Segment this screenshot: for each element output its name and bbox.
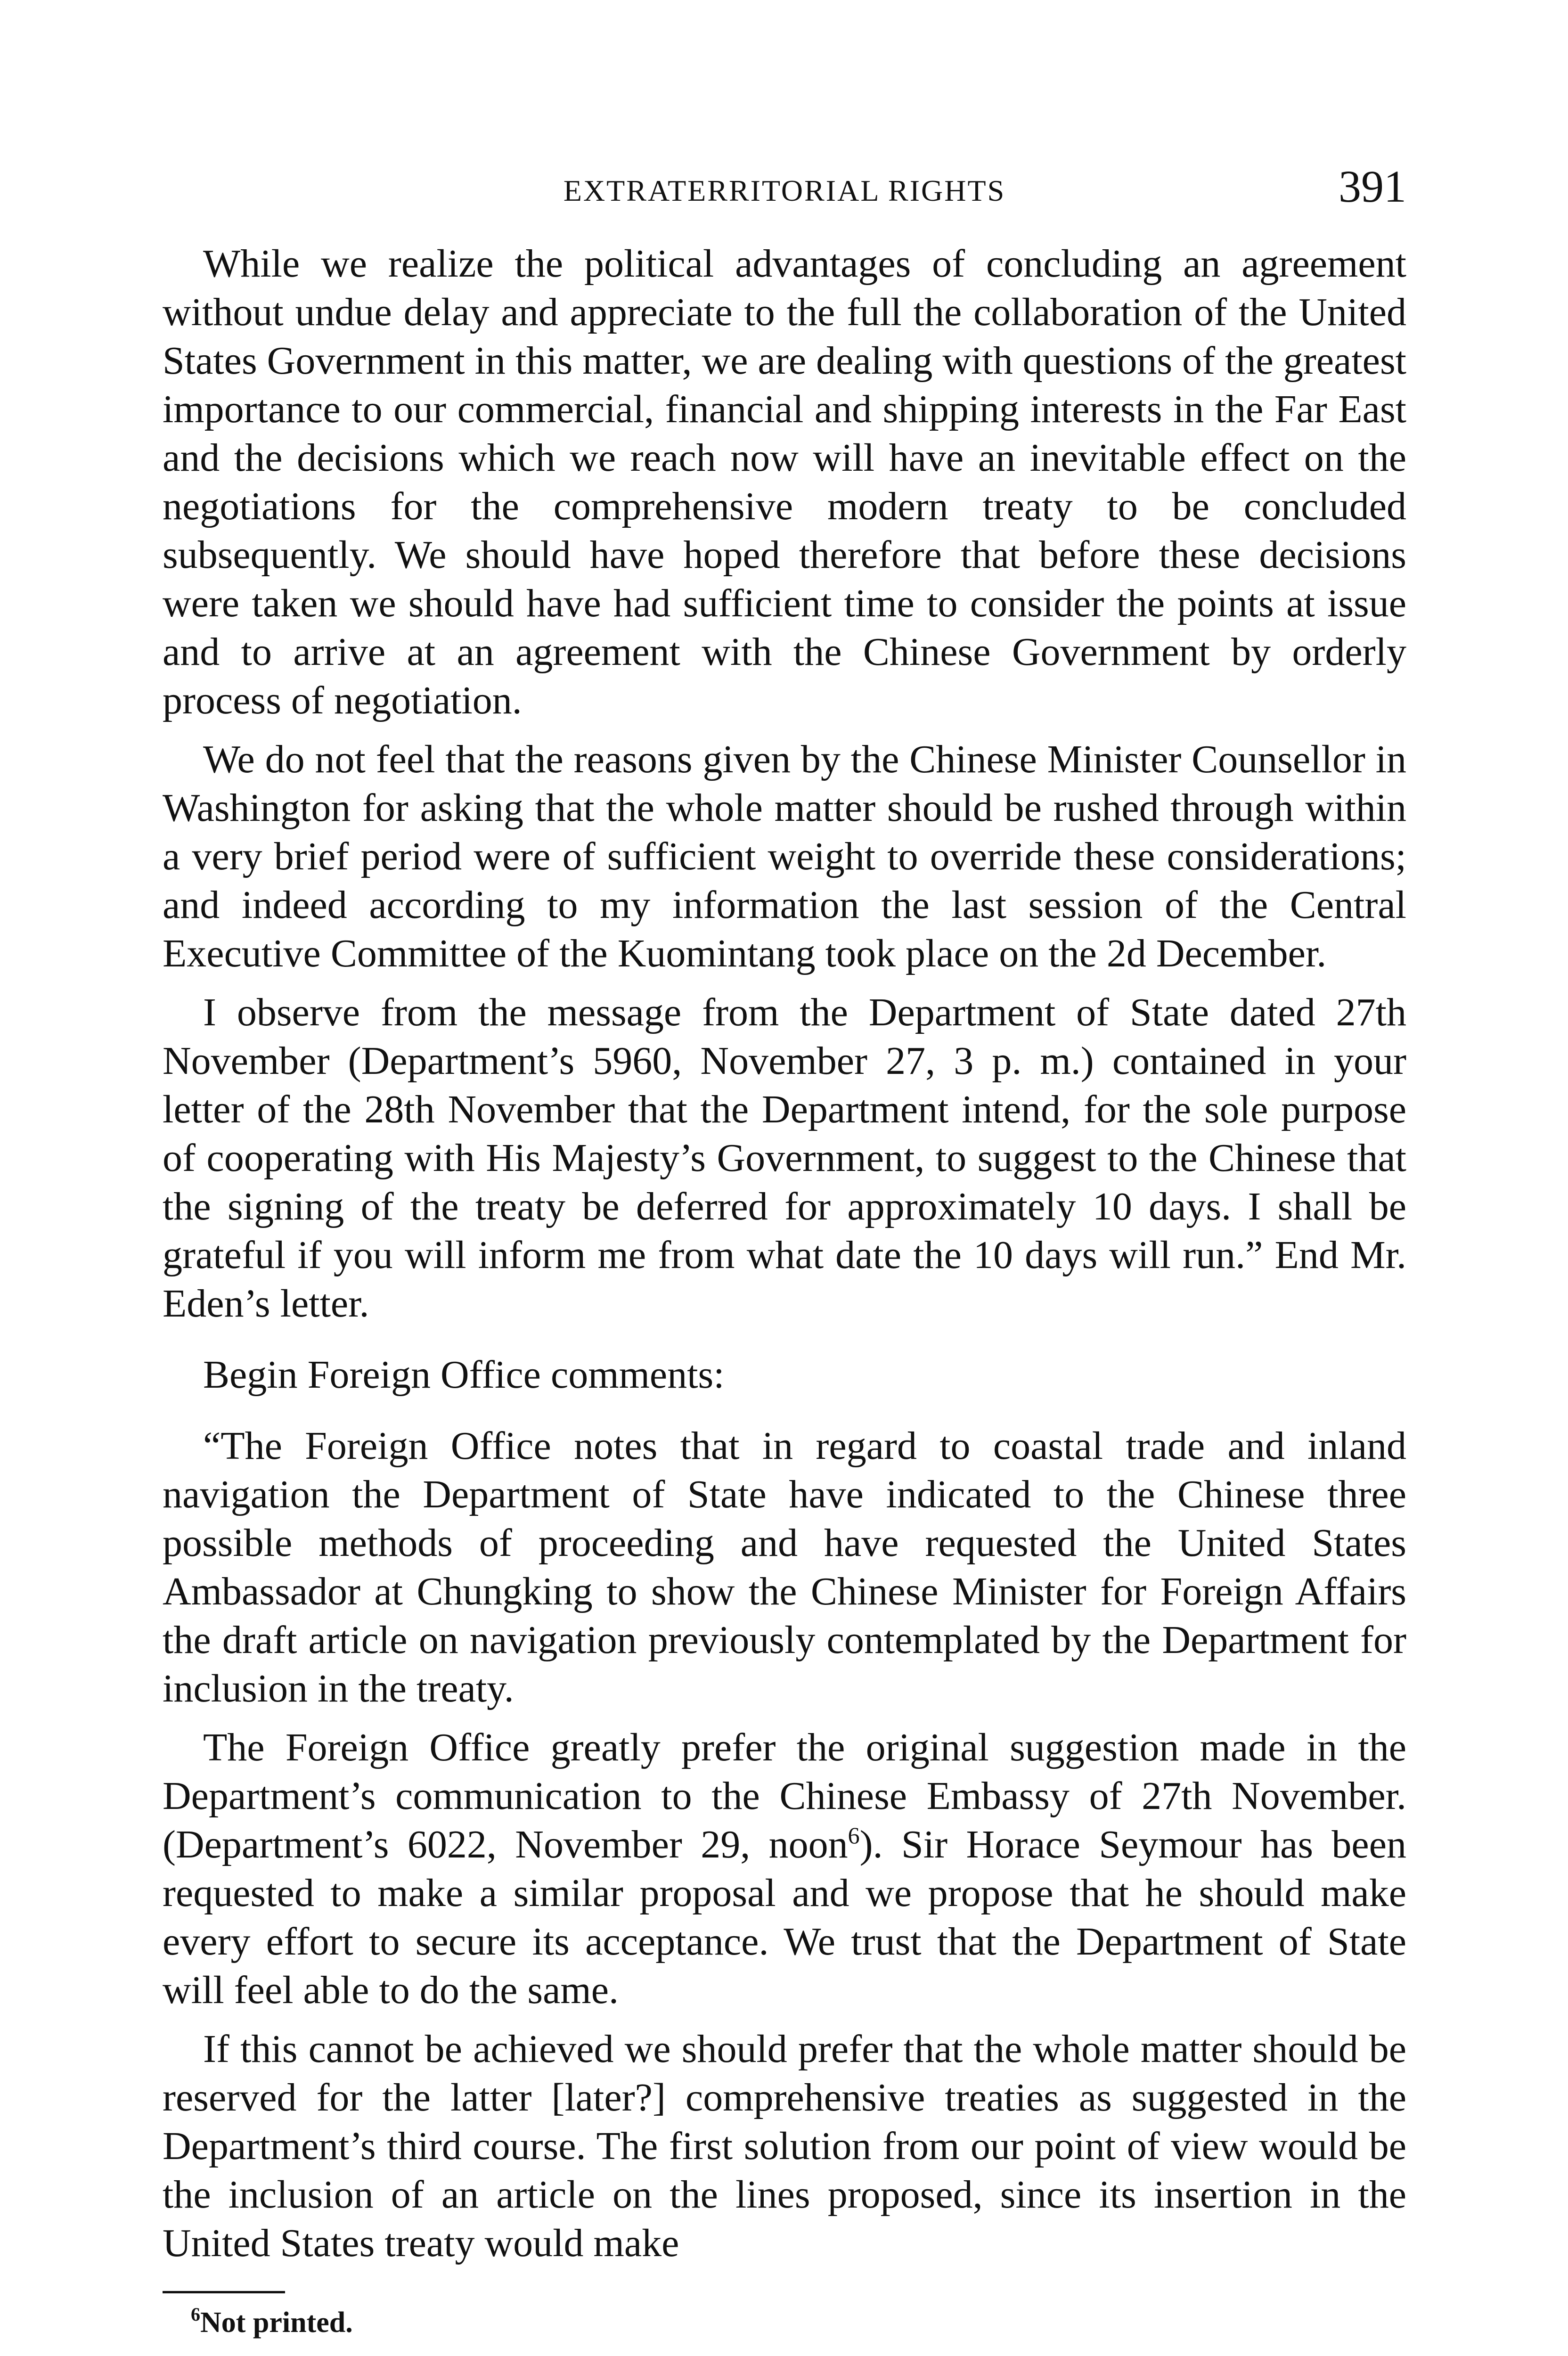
running-title: EXTRATERRITORIAL RIGHTS (563, 174, 1006, 207)
paragraph-5: “The Foreign Office notes that in regard to coastal trade and inland navigation the Department of State have indicated to the Chinese three possible methods of proceeding and have requested the United States Ambassador at Chungking to show the Chinese Minister for Foreign Affairs the draft article on navigation previously contemplated by the Department for inclusion in the treaty. (163, 1424, 1406, 1710)
page-number: 391 (1339, 161, 1406, 212)
footnote-divider (163, 2291, 285, 2293)
paragraph-6 (163, 1723, 1406, 2014)
paragraph-7: If this cannot be achieved we should prefer that the whole matter should be reserved for the latter [later?] comprehensive treaties as suggested in the Department’s third course. The first solution from our point of view would be the inclusion of an article on the lines proposed, since its insertion in the United States treaty would make (163, 2027, 1406, 2265)
paragraph-2: We do not feel that the reasons given by the Chinese Minister Counsellor in Washington for asking that the whole matter should be rushed through within a very brief period were of sufficient weight to override these considerations; and indeed according to my information the last session of the Central Executive Committee of the Kuomintang took place on the 2d December. (163, 737, 1406, 975)
footnote-reference: 6 (848, 1822, 860, 1849)
paragraph-3: I observe from the message from the Department of State dated 27th November (Department’s 5960, November 27, 3 p. m.) contained in your letter of the 28th November that the Department intend, for the sole purpose of cooperating with His Majesty’s Government, to suggest to the Chinese that the signing of the treaty be deferred for approximately 10 days. I shall be grateful if you will inform me from what date the 10 days will run.” End Mr. Eden’s letter. (163, 990, 1406, 1325)
document-page (163, 160, 1406, 2340)
footnote-text: Not printed. (200, 2307, 353, 2339)
footnote (163, 2306, 1406, 2340)
running-head (163, 160, 1406, 217)
paragraph-1: While we realize the political advantages of concluding an agreement without undue delay and appreciate to the full the collaboration of the United States Government in this matter, we are dealing with questions of the greatest importance to our commercial, financial and shipping interests in the Far East and the decisions which we reach now will have an inevitable effect on the negotiations for the comprehensive modern treaty to be concluded subsequently. We should have hoped therefore that before these decisions were taken we should have had sufficient time to consider the points at issue and to arrive at an agreement with the Chinese Government by orderly process of negotiation. (163, 242, 1406, 722)
paragraph-6-text-after: ). Sir Horace Seymour has been requested to make a similar proposal and we propose that he should make every effort to secure its acceptance. We trust that the Department of State will feel able to do the same. (163, 1823, 1406, 2012)
footnote-marker: 6 (191, 2304, 200, 2325)
paragraph-6-text-before: The Foreign Office greatly prefer the original suggestion made in the Department’s communication to the Chinese Embassy of 27th November. (Department’s 6022, November 29, noon (163, 1726, 1406, 1866)
body-text (163, 239, 1406, 2267)
paragraph-4: Begin Foreign Office comments: (203, 1353, 725, 1397)
